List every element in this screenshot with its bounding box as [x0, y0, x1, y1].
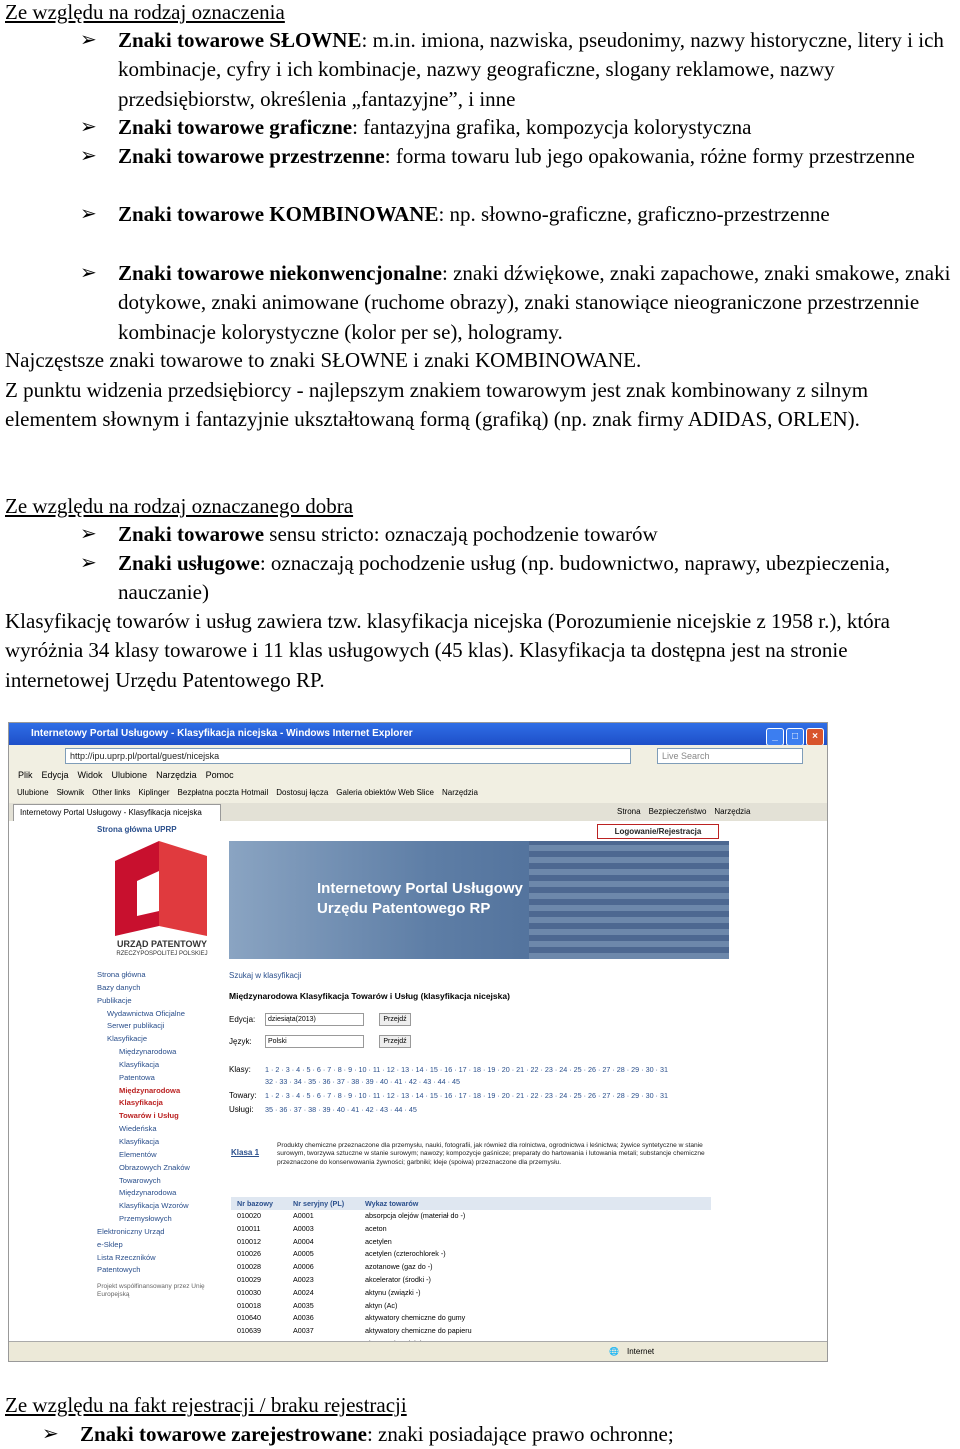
- sidebar-item-active[interactable]: Towarów i Usług: [119, 1111, 179, 1121]
- list-item: Znaki towarowe SŁOWNE: m.in. imiona, nazwiska, pseudonimy, nazwy historyczne, litery i ich kombinacje, cyfry i ich kombinacje, nazwy geograficzne, slogany reklamowe, nazwy przedsiębiorstw, określenia „fantazyjne”, i inne: [118, 28, 944, 111]
- sidebar-item[interactable]: Klasyfikacja Wzorów: [119, 1201, 189, 1211]
- toolbar-item[interactable]: Strona: [617, 807, 641, 816]
- fav-item[interactable]: Dostosuj łącza: [276, 788, 329, 797]
- tab-bar: [9, 803, 827, 821]
- table-header: Nr bazowy Nr seryjny (PL) Wykaz towarów: [231, 1197, 711, 1210]
- arrow-bullet-icon: ➢: [80, 145, 97, 167]
- section-heading-goods-type: Ze względu na rodzaj oznaczanego dobra: [5, 494, 354, 518]
- list-item: Znaki towarowe KOMBINOWANE: np. słowno-graficzne, graficzno-przestrzenne: [118, 202, 830, 226]
- sidebar-item[interactable]: Elementów: [119, 1149, 157, 1159]
- sidebar-item[interactable]: Elektroniczny Urząd: [97, 1226, 165, 1236]
- class-1-link[interactable]: Klasa 1: [231, 1148, 260, 1157]
- sidebar-item[interactable]: Serwer publikacji: [107, 1021, 165, 1031]
- section-heading-registration: Ze względu na fakt rejestracji / braku rejestracji: [5, 1393, 407, 1417]
- top-link[interactable]: Strona główna UPRP: [97, 825, 177, 834]
- goods-table: [231, 1197, 711, 1351]
- building-image: [529, 841, 729, 959]
- zone-globe-icon: 🌐: [609, 1347, 619, 1356]
- list-item: Znaki usługowe: oznaczają pochodzenie usług (np. budownictwo, naprawy, ubezpieczenia, nauczanie): [118, 551, 890, 605]
- sidebar-item[interactable]: Strona główna: [97, 970, 146, 979]
- table-row[interactable]: 010020 A0001 absorpcja olejów (materiał do -): [237, 1211, 466, 1220]
- goods-label: Towary:: [229, 1091, 257, 1100]
- menu-item[interactable]: Plik: [18, 770, 33, 780]
- table-row[interactable]: 010030 A0024 aktynu (związki -): [237, 1287, 421, 1297]
- classes-links[interactable]: 1 · 2 · 3 · 4 · 5 · 6 · 7 · 8 · 9 · 10 · 11 · 12 · 13 · 14 · 15 · 16 · 17 · 18 · 19 · 20 · 21 · 22 · 23 · 24 · 25 · 26 · 27 · 28 · 29 · 30 · 31: [265, 1065, 668, 1074]
- window-title: Internetowy Portal Usługowy - Klasyfikacja nicejska - Windows Internet Explorer: [31, 728, 413, 739]
- table-row[interactable]: 010640 A0036 aktywatory chemiczne do gumy: [237, 1313, 466, 1323]
- paragraph-nice-classification: Klasyfikację towarów i usług zawiera tzw. klasyfikacja nicejska (Porozumienie nicejskie z 1958 r.), która wyróżnia 34 klasy towarowe i 11 klas usługowych (45 klas). Klasyfikacja ta dostępna jest na stronie internetowej Urzędu Patentowego RP.: [5, 609, 890, 692]
- table-row[interactable]: 010011 A0003 aceton: [237, 1223, 387, 1233]
- sidebar-item-active[interactable]: Klasyfikacja: [119, 1098, 163, 1108]
- back-link[interactable]: Szukaj w klasyfikacji: [229, 971, 302, 980]
- edition-label: Edycja:: [229, 1015, 256, 1024]
- menu-item[interactable]: Ulubione: [111, 770, 148, 780]
- arrow-bullet-icon: ➢: [80, 203, 97, 225]
- page-title: Międzynarodowa Klasyfikacja Towarów i Usług (klasyfikacja nicejska): [229, 991, 510, 1001]
- sidebar-item[interactable]: Towarowych: [119, 1175, 161, 1185]
- paragraph-entrepreneur-view: Z punktu widzenia przedsiębiorcy - najlepszym znakiem towarowym jest znak kombinowany z silnym elementem słownym i fantazyjnie ukształtowaną formą (grafiką) (np. znak firmy ADIDAS, ORLEN).: [5, 378, 869, 432]
- sidebar-item[interactable]: Patentowa: [119, 1072, 155, 1082]
- sidebar-item[interactable]: Obrazowych Znaków: [119, 1162, 190, 1172]
- browser-screenshot: [8, 722, 828, 1362]
- sidebar-nav: [97, 969, 225, 1337]
- arrow-bullet-icon: ➢: [80, 29, 97, 51]
- status-bar: [9, 1341, 827, 1362]
- edition-select[interactable]: dziesiąta(2013): [265, 1013, 364, 1026]
- list-item: Znaki towarowe zarejestrowane: znaki posiadające prawo ochronne;: [80, 1422, 674, 1446]
- sidebar-item[interactable]: Publikacje: [97, 995, 132, 1005]
- sidebar-item[interactable]: Patentowych: [97, 1265, 141, 1275]
- close-icon[interactable]: ×: [806, 728, 824, 746]
- menu-item[interactable]: Widok: [77, 770, 103, 780]
- fav-item[interactable]: Ulubione: [17, 788, 49, 797]
- arrow-bullet-icon: ➢: [80, 262, 97, 284]
- go-button[interactable]: Przejdź: [379, 1013, 411, 1026]
- arrow-bullet-icon: ➢: [80, 523, 97, 545]
- sidebar-item[interactable]: e-Sklep: [97, 1239, 123, 1249]
- arrow-bullet-icon: ➢: [80, 116, 97, 138]
- status-zone: Internet: [627, 1347, 655, 1356]
- eu-funding-note: Projekt współfinansowany przez Unię Europejską: [97, 1283, 205, 1299]
- sidebar-item[interactable]: Klasyfikacje: [107, 1034, 148, 1044]
- favorites-bar: [9, 783, 827, 804]
- list-item: Znaki towarowe graficzne: fantazyjna grafika, kompozycja kolorystyczna: [118, 115, 752, 139]
- classes-label: Klasy:: [229, 1065, 251, 1074]
- section-heading-marking-type: Ze względu na rodzaj oznaczenia: [5, 0, 285, 24]
- logo-icon: [97, 841, 227, 941]
- table-row[interactable]: 010028 A0006 azotanowe (gaz do -): [237, 1262, 433, 1272]
- table-row[interactable]: 010026 A0005 acetylen (czterochlorek -): [237, 1249, 446, 1259]
- minimize-icon[interactable]: _: [766, 728, 784, 746]
- class-description: Produkty chemiczne przeznaczone dla przemysłu, nauki, fotografii, jak również dla rolnictwa, ogrodnictwa i leśnictwa; żywice syntetyczne w stanie surowym, tworzywa sztuczne w stanie surowym; nawozy; kompozycje gaśnicze; preparaty do hartowania i lutowania metali; substancje chemiczne przeznaczone do konserwowania żywności; garbniki; kleje (spoiwa) przeznaczone dla przemysłu.: [277, 1142, 705, 1166]
- list-item: Znaki towarowe sensu stricto: oznaczają pochodzenie towarów: [118, 522, 658, 546]
- sidebar-item[interactable]: Klasyfikacja: [119, 1136, 160, 1146]
- logo-text: URZĄD PATENTOWY: [117, 939, 207, 949]
- arrow-bullet-icon: ➢: [80, 552, 97, 574]
- sidebar-item[interactable]: Międzynarodowa: [119, 1047, 177, 1057]
- table-row[interactable]: 010012 A0004 acetylen: [237, 1236, 392, 1246]
- login-button[interactable]: Logowanie/Rejestracja: [597, 824, 719, 839]
- sidebar-item[interactable]: Bazy danych: [97, 982, 141, 992]
- fav-item[interactable]: Bezpłatna poczta Hotmail: [177, 788, 269, 797]
- list-item: Znaki towarowe niekonwencjonalne: znaki dźwiękowe, znaki zapachowe, znaki smakowe, znaki dotykowe, znaki animowane (ruchome obrazy), znaki stanowiące nieograniczone przestrzennie kombinacje kolorystyczne (kolor per se), hologramy.: [118, 261, 951, 344]
- table-row[interactable]: 010639 A0037 aktywatory chemiczne do papieru: [237, 1326, 472, 1336]
- goods-links[interactable]: 1 · 2 · 3 · 4 · 5 · 6 · 7 · 8 · 9 · 10 · 11 · 12 · 13 · 14 · 15 · 16 · 17 · 18 · 19 · 20 · 21 · 22 · 23 · 24 · 25 · 26 · 27 · 28 · 29 · 30 · 31: [265, 1091, 668, 1100]
- portal-banner: [229, 841, 729, 959]
- fav-item[interactable]: Słownik: [56, 788, 85, 797]
- web-page: [9, 821, 827, 1341]
- go-button[interactable]: Przejdź: [379, 1035, 411, 1048]
- menu-item[interactable]: Edycja: [41, 770, 69, 780]
- main-content: [229, 969, 729, 1337]
- sidebar-item[interactable]: Lista Rzeczników: [97, 1252, 156, 1262]
- sidebar-item-active[interactable]: Międzynarodowa: [119, 1085, 181, 1095]
- toolbar-item[interactable]: Bezpieczeństwo: [648, 807, 707, 816]
- maximize-icon[interactable]: □: [786, 728, 804, 746]
- banner-subtitle: Urzędu Patentowego RP: [317, 900, 491, 917]
- url-field[interactable]: http://ipu.uprp.pl/portal/guest/nicejska: [65, 748, 631, 764]
- table-row[interactable]: 010029 A0023 akcelerator (środki -): [237, 1274, 431, 1284]
- sidebar-item[interactable]: Wiedeńska: [119, 1124, 157, 1134]
- sidebar-item[interactable]: Przemysłowych: [119, 1214, 172, 1224]
- search-input[interactable]: Live Search: [657, 748, 803, 764]
- fav-item[interactable]: Galeria obiektów Web Slice: [336, 788, 434, 797]
- window-titlebar: [9, 723, 827, 745]
- language-select[interactable]: Polski: [265, 1035, 364, 1048]
- menu-item[interactable]: Narzędzia: [156, 770, 197, 780]
- sidebar-item[interactable]: Wydawnictwa Oficjalne: [107, 1008, 186, 1018]
- services-label: Usługi:: [229, 1105, 254, 1114]
- arrow-bullet-icon: ➢: [42, 1423, 59, 1445]
- fav-item[interactable]: Other links: [92, 788, 131, 797]
- list-item: Znaki towarowe przestrzenne: forma towaru lub jego opakowania, różne formy przestrzenne: [118, 144, 915, 168]
- sidebar-item[interactable]: Międzynarodowa: [119, 1188, 177, 1198]
- menu-item[interactable]: Pomoc: [205, 770, 234, 780]
- logo-subtext: RZECZYPOSPOLITEJ POLSKIEJ: [116, 951, 208, 957]
- language-label: Język:: [229, 1037, 252, 1046]
- classes-links[interactable]: 32 · 33 · 34 · 35 · 36 · 37 · 38 · 39 · 40 · 41 · 42 · 43 · 44 · 45: [265, 1077, 460, 1086]
- uprp-logo: [97, 841, 227, 966]
- toolbar-item[interactable]: Narzędzia: [714, 807, 751, 816]
- table-row[interactable]: 010018 A0035 aktyn (Ac): [237, 1300, 398, 1310]
- fav-item[interactable]: Narzędzia: [441, 788, 478, 797]
- paragraph-most-common: Najczęstsze znaki towarowe to znaki SŁOWNE i znaki KOMBINOWANE.: [5, 348, 642, 372]
- browser-tab[interactable]: Internetowy Portal Usługowy - Klasyfikacja nicejska: [13, 804, 221, 822]
- menu-bar: [9, 767, 827, 783]
- address-bar: [9, 745, 827, 768]
- services-links[interactable]: 35 · 36 · 37 · 38 · 39 · 40 · 41 · 42 · 43 · 44 · 45: [265, 1105, 417, 1114]
- fav-item[interactable]: Kiplinger: [138, 788, 170, 797]
- sidebar-item[interactable]: Klasyfikacja: [119, 1059, 160, 1069]
- banner-title: Internetowy Portal Usługowy: [317, 880, 523, 897]
